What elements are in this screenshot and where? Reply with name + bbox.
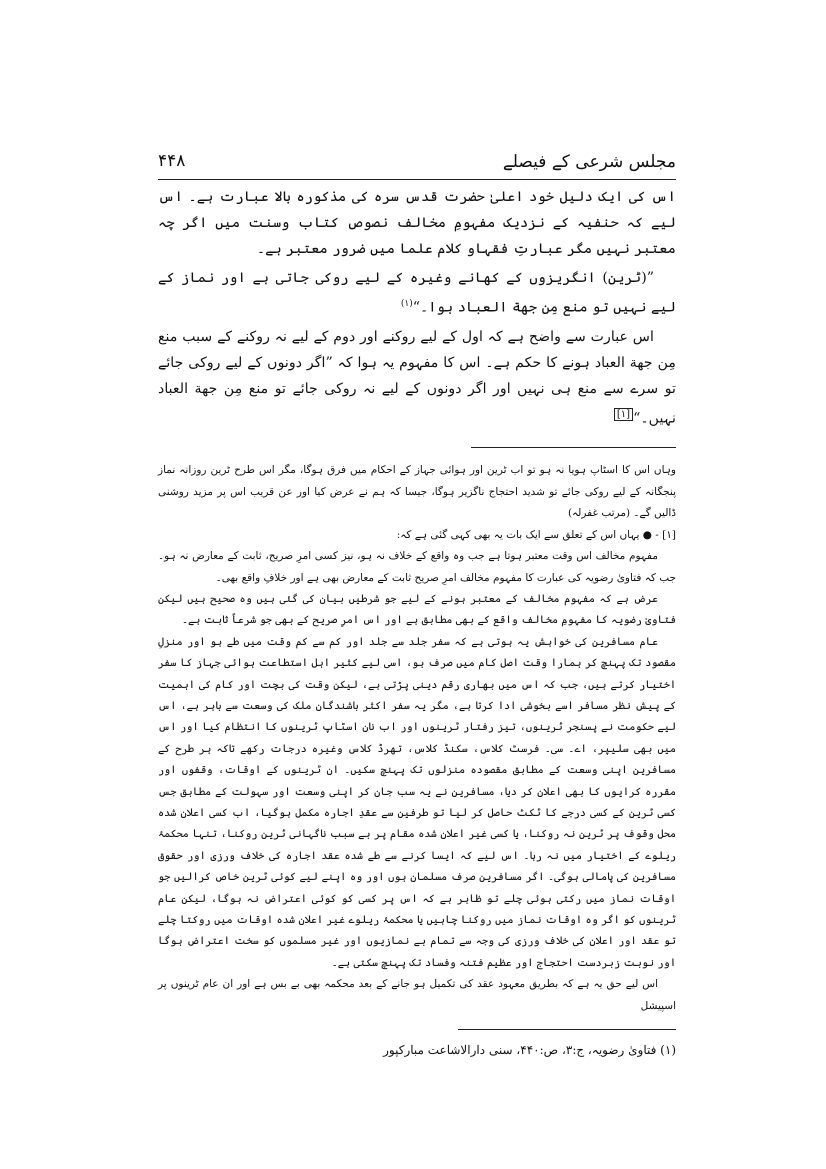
footnote-separator [458, 1029, 676, 1030]
document-page [158, 145, 676, 1060]
note-continuation: وہاں اس کا اسٹاپ ہویا نہ ہو تو اب ٹرین اور ہوائی جہاز کے احکام میں فرق ہوگا، مگر اس طرح ٹرین روزانہ نماز پنجگانہ کے لیے روکی جائے تو شدید احتجاج ناگزیر ہوگا، جیسا کہ ہم نے عرض کیا اور عن قریب اس پر مزید روشنی ڈالیں گے۔ (مرتب غفرلہ) [158, 464, 676, 520]
notes-separator [471, 447, 676, 448]
paragraph-2-quote [158, 265, 676, 321]
page-number: ۴۴۸ [158, 151, 186, 171]
note-paragraph: عرض ہے کہ مفہوم مخالف کے معتبر ہونے کے لیے جو شرطیں بیان کی گئی ہیں وہ صحیح ہیں لیکن فتاویٰ رضویہ کا مفہومِ مخالف واقع کے بھی مطابق ہے اور اس امرِ صریح کے بھی جو شرعاً ثابت ہے۔ [158, 592, 676, 627]
header-title: مجلس شرعی کے فیصلے [502, 152, 676, 172]
note-heading: [۱] - ● یہاں اس کے تعلق سے ایک بات یہ بھی کہی گئی ہے کہ: [396, 528, 676, 541]
paragraph-2-text: ”(ٹرین) انگریزوں کے کھانے وغیرہ کے لیے روکی جاتی ہے اور نماز کے لیے نہیں تو منع مِن جھة العباد ہوا۔“ [158, 270, 676, 316]
footnote: (۱) فتاویٰ رضویہ، ج:۳، ص:۴۴۰، سنی دارالاشاعت مبارکپور [383, 1043, 676, 1058]
note-paragraph: اس لیے حق یہ ہے کہ بطریق معہود عقد کی تکمیل ہو جانے کے بعد محکمہ بھی بے بس ہے اور ان عام ٹرینوں پر اسپیشل [158, 978, 676, 1012]
paragraph-3 [158, 324, 676, 432]
note-paragraph: مفہوم مخالف اس وقت معتبر ہوتا ہے جب وہ واقع کے خلاف نہ ہو، نیز کسی امرِ صریح، ثابت کے معارض نہ ہو۔ جب کہ فتاویٰ رضویہ کی عبارت کا مفہوم مخالف امرِ صریح ثابت کے معارض بھی ہے اور خلافِ واقع بھی۔ [158, 550, 676, 584]
note-paragraph: عام مسافرین کی خواہش یہ ہوتی ہے کہ سفر جلد سے جلد اور کم سے کم وقت میں طے ہو اور منزلِ مقصود تک پہنچ کر ہمارا وقت اصل کام میں صرف ہو، اسی لیے کثیر اہل استطاعت ہوائی جہاز کا سفر اختیار کرتے ہیں، جب کہ اس میں بھاری رقم دینی پڑتی ہے، لیکن وقت کی بچت اور کام کی اہمیت کے پیش نظر مسافر اسے بخوشی ادا کرتا ہے، مگر یہ سفر اکثر باشندگان ملک کی وسعت سے باہر ہے، اس لیے حکومت نے پسنجر ٹرینوں، تیز رفتار ٹرینوں اور اب نان اسٹاپ ٹرینوں کا انتظام کیا اور اس میں بھی سلیپر، اے۔ سی۔ فرسٹ کلاس، سکنڈ کلاس، تھرڈ کلاس وغیرہ درجات رکھے تاکہ ہر طرح کے مسافرین اپنی وسعت کے مطابق مقصودہ منزلوں تک پہنچ سکیں۔ ان ٹرینوں کے اوقات، وقفوں اور مقررہ کرایوں کا بھی اعلان کر دیا، مسافرین نے یہ سب جان کر اپنی وسعت اور سہولت کے مطابق جس کسی ٹرین کے کسی درجے کا ٹکٹ حاصل کر لیا تو طرفین سے عقدِ اجارہ مکمل ہوگیا، اب کسی اعلان شدہ محل وقوف پر ٹرین نہ روکنا، یا کسی غیر اعلان شدہ مقام پر بے سبب ناگہانی ٹرین روکنا، تنہا محکمۂ ریلوے کے اختیار میں نہ رہا۔ اس لیے کہ ایسا کرنے سے طے شدہ عقد اجارہ کی خلاف ورزی اور حقوق مسافرین کی پامالی ہوگی۔ اگر مسافرین صرف مسلمان ہوں اور وہ اپنے لیے کوئی ٹرین خاص کرالیں جو اوقات نماز میں رکتی ہوئی چلے تو ظاہر ہے کہ اس پر کسی کو کوئی اعتراض نہ ہوگا، لیکن عام ٹرینوں کو اگر وہ اوقات نماز میں روکنا چاہیں یا محکمۂ ریلوے غیر اعلان شدہ اوقات میں روکتا چلے تو عقد اور اعلان کی خلاف ورزی کی وجہ سے تمام بے نمازیوں اور غیر مسلموں کو سخت اعتراض ہوگا اور نوبت زبردست احتجاج اور عظیم فتنہ وفساد تک پہنچ سکتی ہے۔ [158, 635, 676, 969]
running-header [158, 145, 676, 180]
main-text [158, 184, 676, 431]
paragraph-1 [158, 184, 676, 262]
paragraph-1-text: اس کی ایک دلیل خود اعلیٰ حضرت قدس سرہ کی مذکورہ بالا عبارت ہے۔ اس لیے کہ حنفیہ کے نزدیک مفہومِ مخالف نصوص کتاب وسنت میں اگر چہ معتبر نہیں مگر عبارتِ فقہاو کلام علما میں ضرور معتبر ہے۔ [158, 189, 676, 257]
notes-section [158, 460, 676, 1017]
footnote-ref-1: (۱) [400, 299, 413, 309]
note-ref-1: [۱] [614, 408, 633, 421]
paragraph-3-text: اس عبارت سے واضح ہے کہ اول کے لیے روکنے اور دوم کے لیے نہ روکنے کے سبب منع مِن جھة العباد ہونے کا حکم ہے۔ اس کا مفہوم یہ ہوا کہ ”اگر دونوں کے لیے روکی جائے تو سرے سے منع ہی نہیں اور اگر دونوں کے لیے نہ روکی جائے تو منع مِن جھة العباد نہیں۔“ [158, 328, 676, 427]
